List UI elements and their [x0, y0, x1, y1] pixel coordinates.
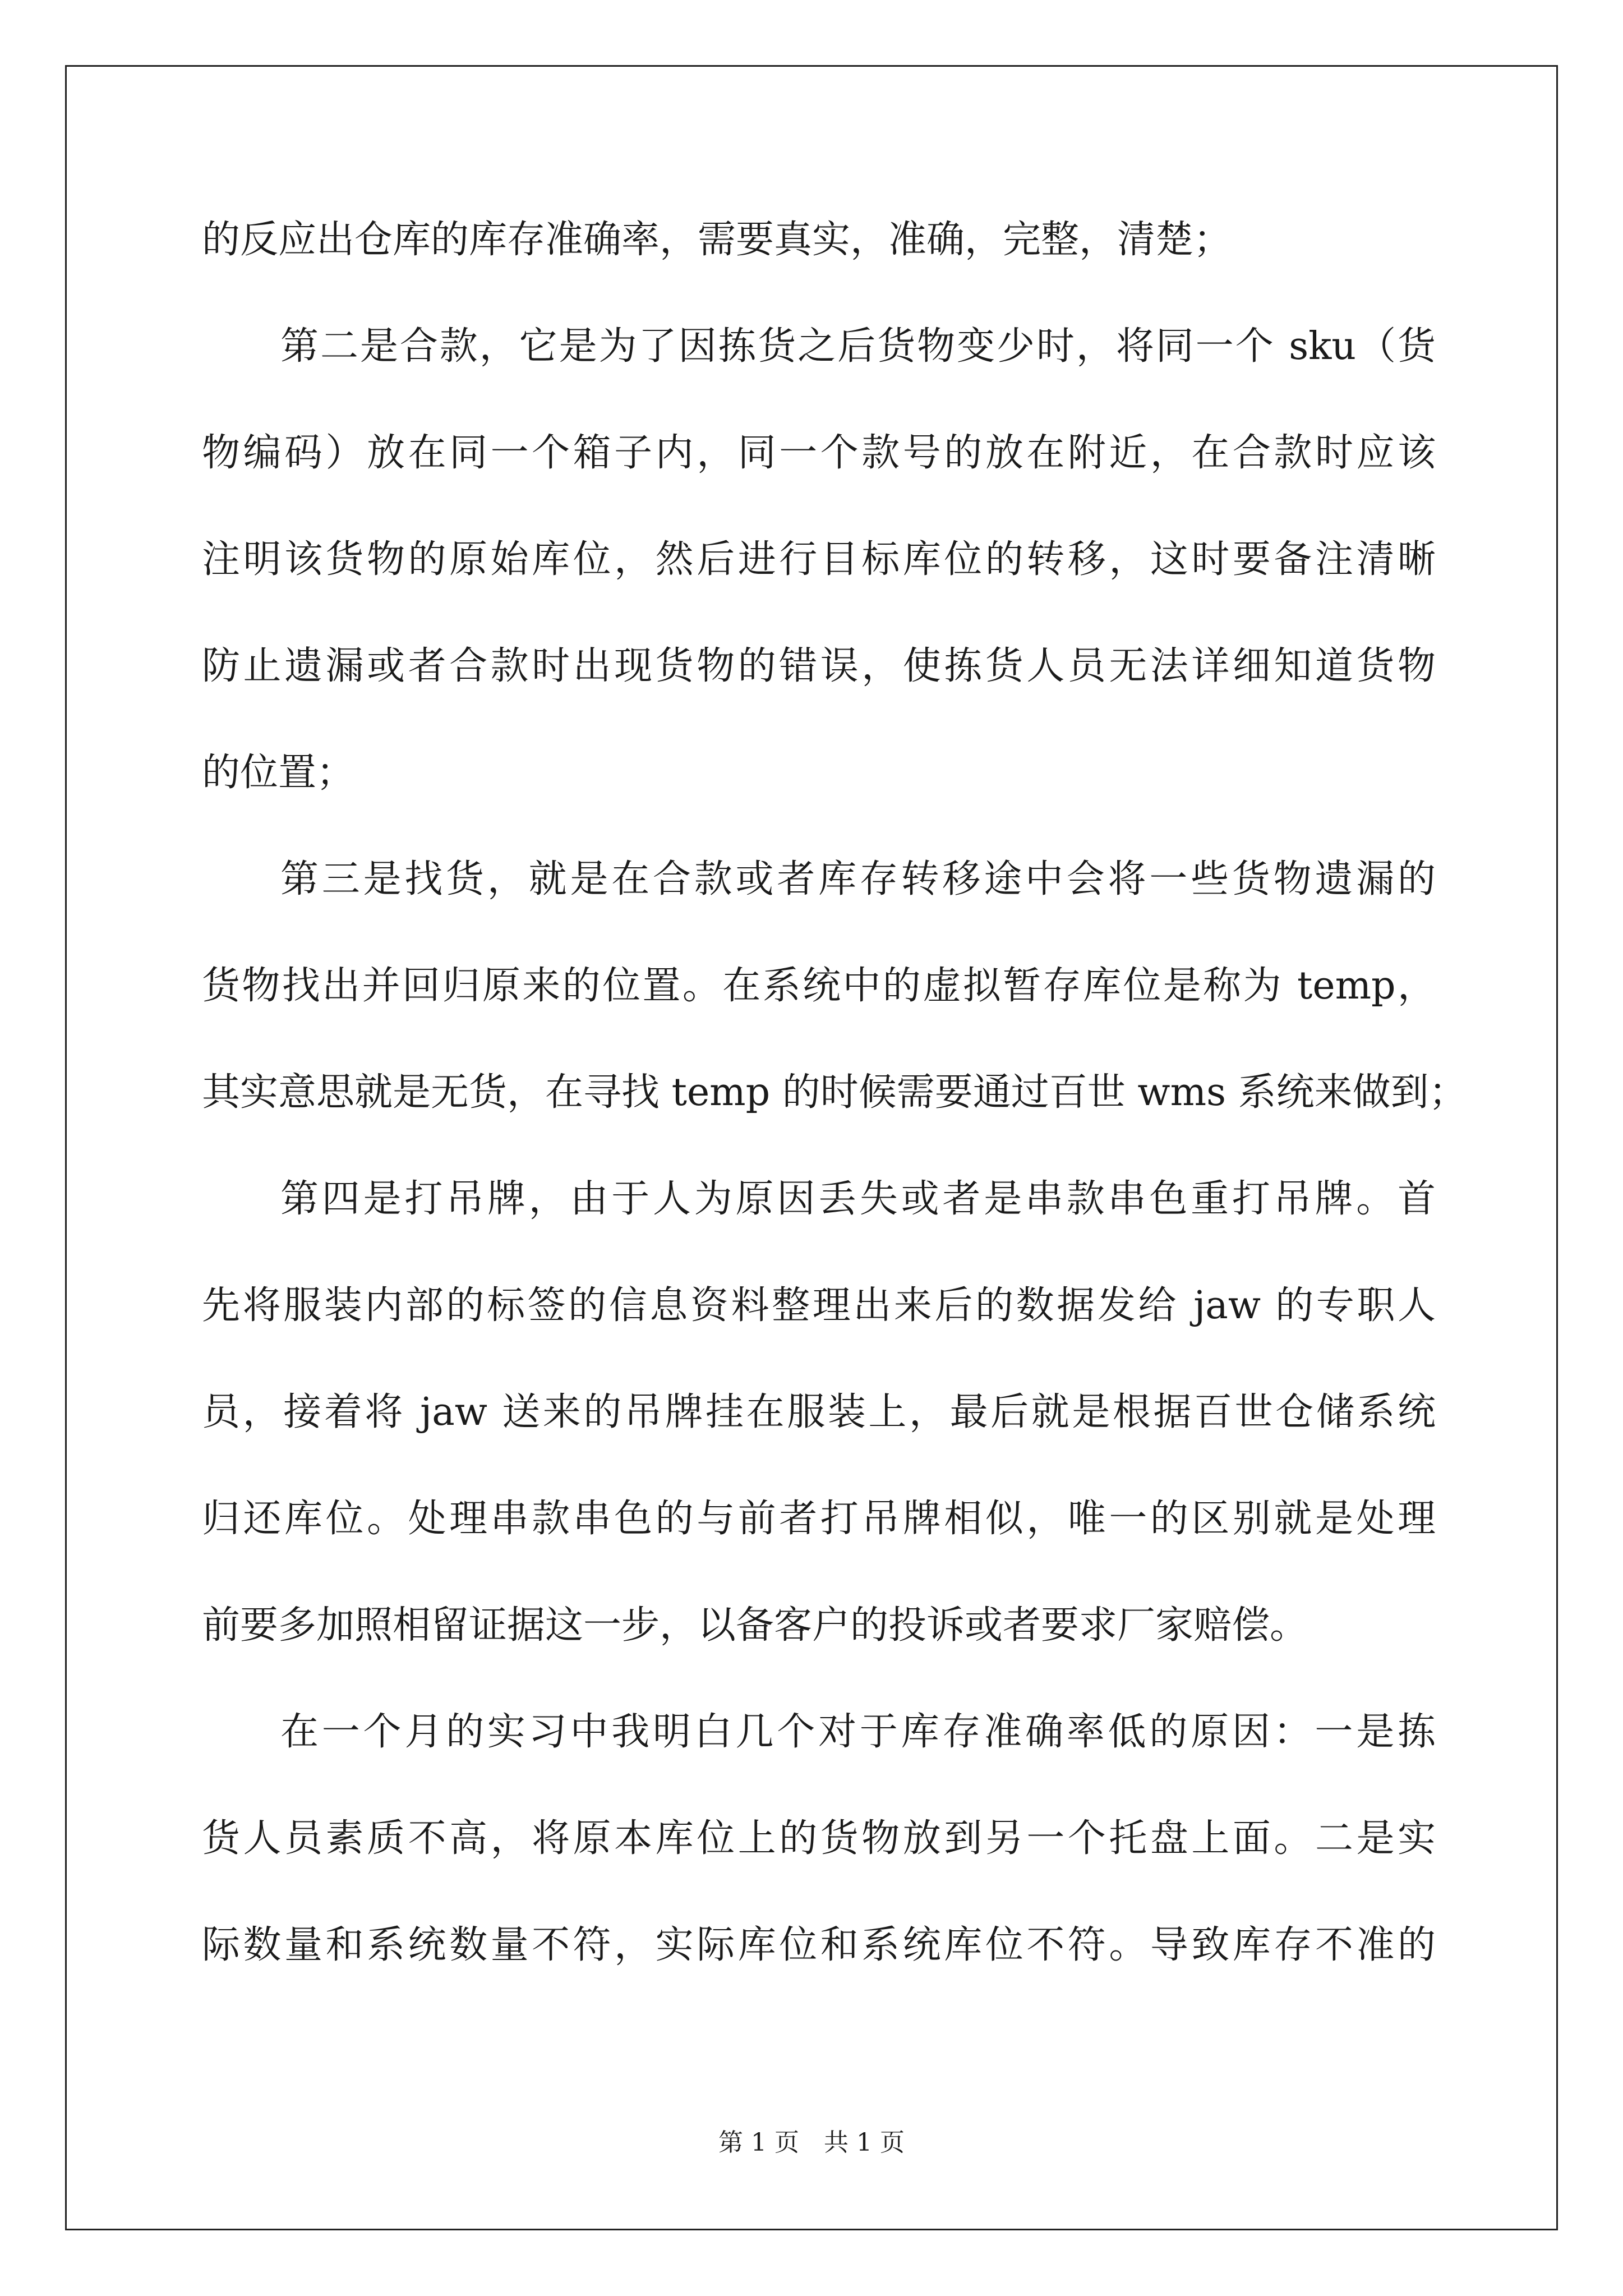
text-line: 员，接着将 jaw 送来的吊牌挂在服装上，最后就是根据百世仓储系统: [202, 1390, 1436, 1434]
text-line: 第三是找货，就是在合款或者库存转移途中会将一些货物遗漏的: [280, 857, 1436, 901]
page-number-footer: 第 1 页 共 1 页: [718, 2128, 905, 2157]
text-line: 的位置；: [202, 751, 355, 795]
text-line: 的反应出仓库的库存准确率，需要真实，准确，完整，清楚；: [202, 218, 1232, 262]
text-line: 其实意思就是无货，在寻找 temp 的时候需要通过百世 wms 系统来做到；: [202, 1070, 1467, 1115]
text-line: 注明该货物的原始库位，然后进行目标库位的转移，这时要备注清晰: [202, 537, 1436, 582]
document-body: [202, 213, 1467, 2025]
text-line: 防止遗漏或者合款时出现货物的错误，使拣货人员无法详细知道货物: [202, 644, 1436, 688]
text-line: 先将服装内部的标签的信息资料整理出来后的数据发给 jaw 的专职人: [202, 1283, 1436, 1328]
text-line: 第二是合款，它是为了因拣货之后货物变少时，将同一个 sku（货: [280, 324, 1436, 369]
text-line: 前要多加照相留证据这一步，以备客户的投诉或者要求厂家赔偿。: [202, 1603, 1308, 1648]
text-line: 货物找出并回归原来的位置。在系统中的虚拟暂存库位是称为 temp，: [202, 964, 1436, 1008]
text-line: 货人员素质不高，将原本库位上的货物放到另一个托盘上面。二是实: [202, 1816, 1436, 1861]
text-line: 在一个月的实习中我明白几个对于库存准确率低的原因：一是拣: [280, 1710, 1436, 1754]
text-line: 归还库位。处理串款串色的与前者打吊牌相似，唯一的区别就是处理: [202, 1497, 1436, 1541]
text-line: 物编码）放在同一个箱子内，同一个款号的放在附近，在合款时应该: [202, 431, 1436, 475]
text-line: 际数量和系统数量不符，实际库位和系统库位不符。导致库存不准的: [202, 1923, 1436, 1967]
text-line: 第四是打吊牌，由于人为原因丢失或者是串款串色重打吊牌。首: [280, 1177, 1436, 1221]
